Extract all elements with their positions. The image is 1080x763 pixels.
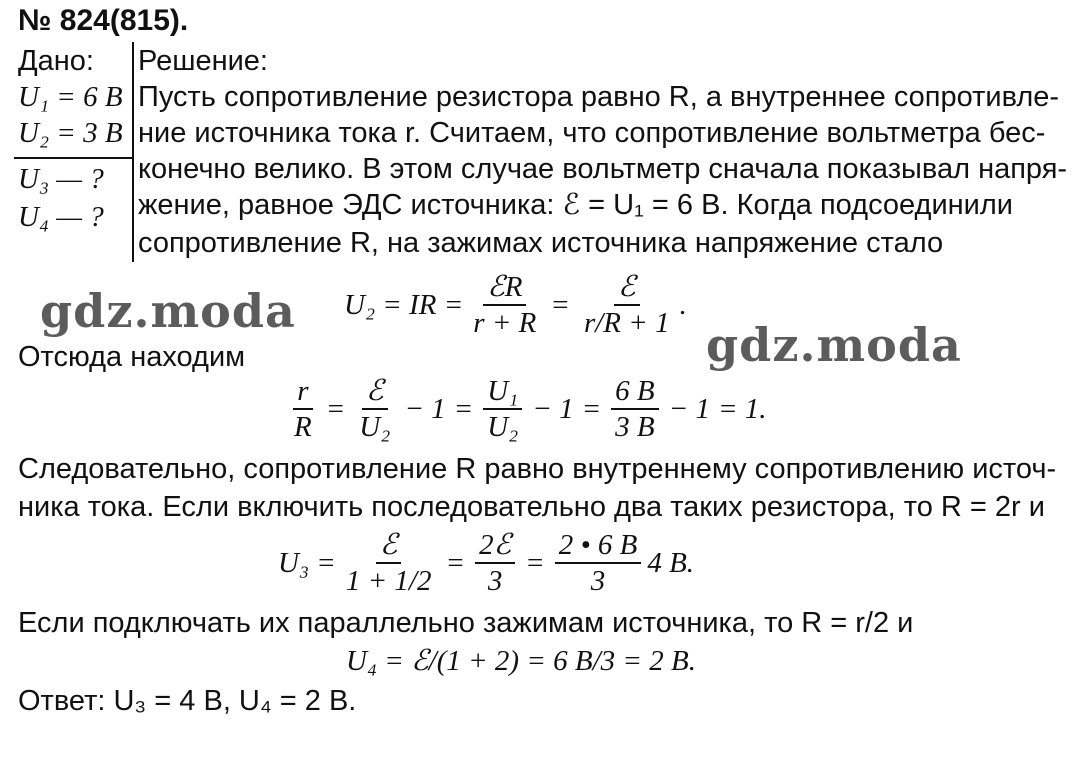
formula-3-a-den: 1 + 1/2 [345, 565, 432, 597]
given-u3: U₃ — ? [18, 163, 104, 195]
formula-2-d-num: 6 В [611, 374, 658, 410]
formula-2-eq-3: = [581, 392, 602, 425]
formula-1-fraction-a [469, 270, 540, 340]
formula-2-d-den: 3 В [615, 411, 655, 443]
formula-1-lhs: U₂ = IR = [344, 288, 464, 321]
solution-line-2: ние источника тока r. Считаем, что сопротивление вольтметра бес- [138, 117, 1046, 149]
para-2-line-1: Следовательно, сопротивление R равно внутреннему сопротивлению источ- [18, 453, 1057, 485]
formula-1-fraction-b-den: r/R + 1 [583, 307, 670, 339]
formula-3-eq-1: = [445, 546, 466, 579]
formula-2-fraction-a [290, 374, 316, 444]
given-title: Дано: [18, 45, 94, 77]
formula-1-fraction-a-den: r + R [473, 307, 537, 339]
solution-line-3: конечно велико. В этом случае вольтметр сначала показывал напря- [138, 153, 1068, 185]
problem-number: № 824(815). [18, 4, 189, 37]
formula-1-equals: = [550, 288, 570, 321]
formula-3-b-den: 3 [487, 565, 503, 597]
formula-3-b-num: 2ℰ [475, 528, 515, 564]
formula-3-result: 4 В. [647, 546, 695, 579]
formula-2-c-den: U₂ [487, 411, 519, 443]
formula-2-minus-1: − 1 [404, 392, 446, 425]
answer: Ответ: U₃ = 4 В, U₄ = 2 В. [18, 685, 357, 717]
para-2-line-2: ника тока. Если включить последовательно два таких резистора, то R = 2r и [18, 491, 1045, 523]
formula-3 [278, 528, 694, 598]
solution-line-4: жение, равное ЭДС источника: ℰ = U₁ = 6 В. Когда подсоединили [138, 189, 1013, 221]
formula-3-c-den: 3 [590, 565, 606, 597]
formula-2 [284, 374, 771, 444]
solution-title: Решение: [138, 45, 268, 77]
formula-3-fraction-b [475, 528, 515, 598]
formula-2-result: = 1. [717, 392, 767, 425]
formula-2-a-num: r [293, 374, 312, 410]
formula-1-fraction-b-num: ℰ [614, 270, 640, 306]
formula-2-fraction-b [355, 374, 394, 444]
solution-line-5: сопротивление R, на зажимах источника напряжение стало [138, 227, 944, 259]
formula-2-b-num: ℰ [362, 374, 388, 410]
formula-2-a-den: R [294, 411, 312, 443]
given-vertical-rule [132, 42, 134, 262]
given-u1: U₁ = 6 В [18, 81, 123, 113]
formula-2-eq-1: = [325, 392, 346, 425]
formula-3-a-num: ℰ [376, 528, 402, 564]
formula-1-fraction-b [580, 270, 674, 340]
text-hence: Отсюда находим [18, 341, 246, 373]
formula-3-lhs: U₃ = [278, 546, 336, 579]
watermark-right: gdz.moda [706, 318, 962, 372]
formula-1-fraction-a-num: ℰR [483, 270, 526, 306]
formula-2-c-num: U₁ [483, 374, 522, 410]
formula-2-eq-2: = [453, 392, 474, 425]
formula-3-eq-2: = [525, 546, 545, 579]
formula-2-minus-3: − 1 [668, 392, 710, 425]
formula-2-minus-2: − 1 [532, 392, 574, 425]
para-3: Если подключать их параллельно зажимам источника, то R = r/2 и [18, 607, 914, 639]
formula-2-fraction-d [611, 374, 658, 444]
formula-4: U₄ = ℰ/(1 + 2) = 6 В/3 = 2 В. [346, 645, 696, 677]
formula-2-b-den: U₂ [359, 411, 391, 443]
solution-line-1: Пусть сопротивление резистора равно R, а внутреннее сопротивле- [138, 81, 1060, 113]
formula-3-fraction-a [342, 528, 436, 598]
formula-3-c-num: 2 • 6 В [555, 528, 642, 564]
given-divider [14, 157, 132, 159]
watermark-left: gdz.moda [40, 284, 296, 338]
formula-1 [344, 270, 687, 340]
formula-3-fraction-c [555, 528, 642, 598]
formula-1-end: . [679, 288, 687, 321]
formula-2-fraction-c [483, 374, 522, 444]
given-u4: U₄ — ? [18, 201, 104, 233]
given-u2: U₂ = 3 В [18, 117, 123, 149]
